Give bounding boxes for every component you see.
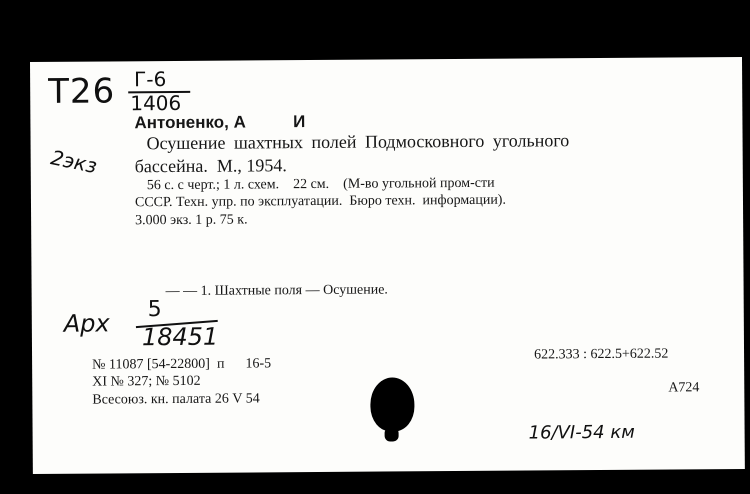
archive-denominator: 18451 (141, 322, 219, 352)
shelf-mark-numerator: Г-6 (134, 67, 167, 92)
subject-heading: — — 1. Шахтные поля — Осушение. (165, 282, 388, 300)
description-line-2: СССР. Техн. упр. по эксплуатации. Бюро техн. информации). (134, 192, 507, 211)
author-name: Антоненко, А И (134, 112, 306, 133)
ink-blot (370, 377, 414, 431)
catalog-card (30, 57, 745, 474)
classification-number: 622.333 : 622.5+622.52 (534, 346, 669, 363)
catalog-code: А724 (668, 380, 700, 396)
shelf-mark-denominator: 1406 (130, 90, 182, 116)
title-line-1: Осушение шахтных полей Подмосковного угольного (146, 130, 570, 154)
copies-margin-note: 2экз (48, 145, 100, 179)
shelf-mark-prefix: Т26 (48, 71, 116, 112)
registry-line-3: Всесоюз. кн. палата 26 V 54 (92, 391, 260, 408)
archive-label: Арх (63, 309, 110, 338)
description-line-1: 56 с. с черт.; 1 л. схем. 22 см. (М-во угольной пром-сти (146, 175, 495, 194)
title-line-2: бассейна. М., 1954. (134, 155, 287, 177)
registry-line-2: XI № 327; № 5102 (92, 373, 201, 390)
registry-line-1: № 11087 [54-22800] п 16-5 (92, 356, 272, 373)
ink-blot-tail (385, 427, 399, 441)
archive-numerator: 5 (147, 297, 162, 323)
description-line-3: 3.000 экз. 1 р. 75 к. (135, 212, 248, 229)
date-note: 16/VI-54 км (528, 421, 635, 444)
